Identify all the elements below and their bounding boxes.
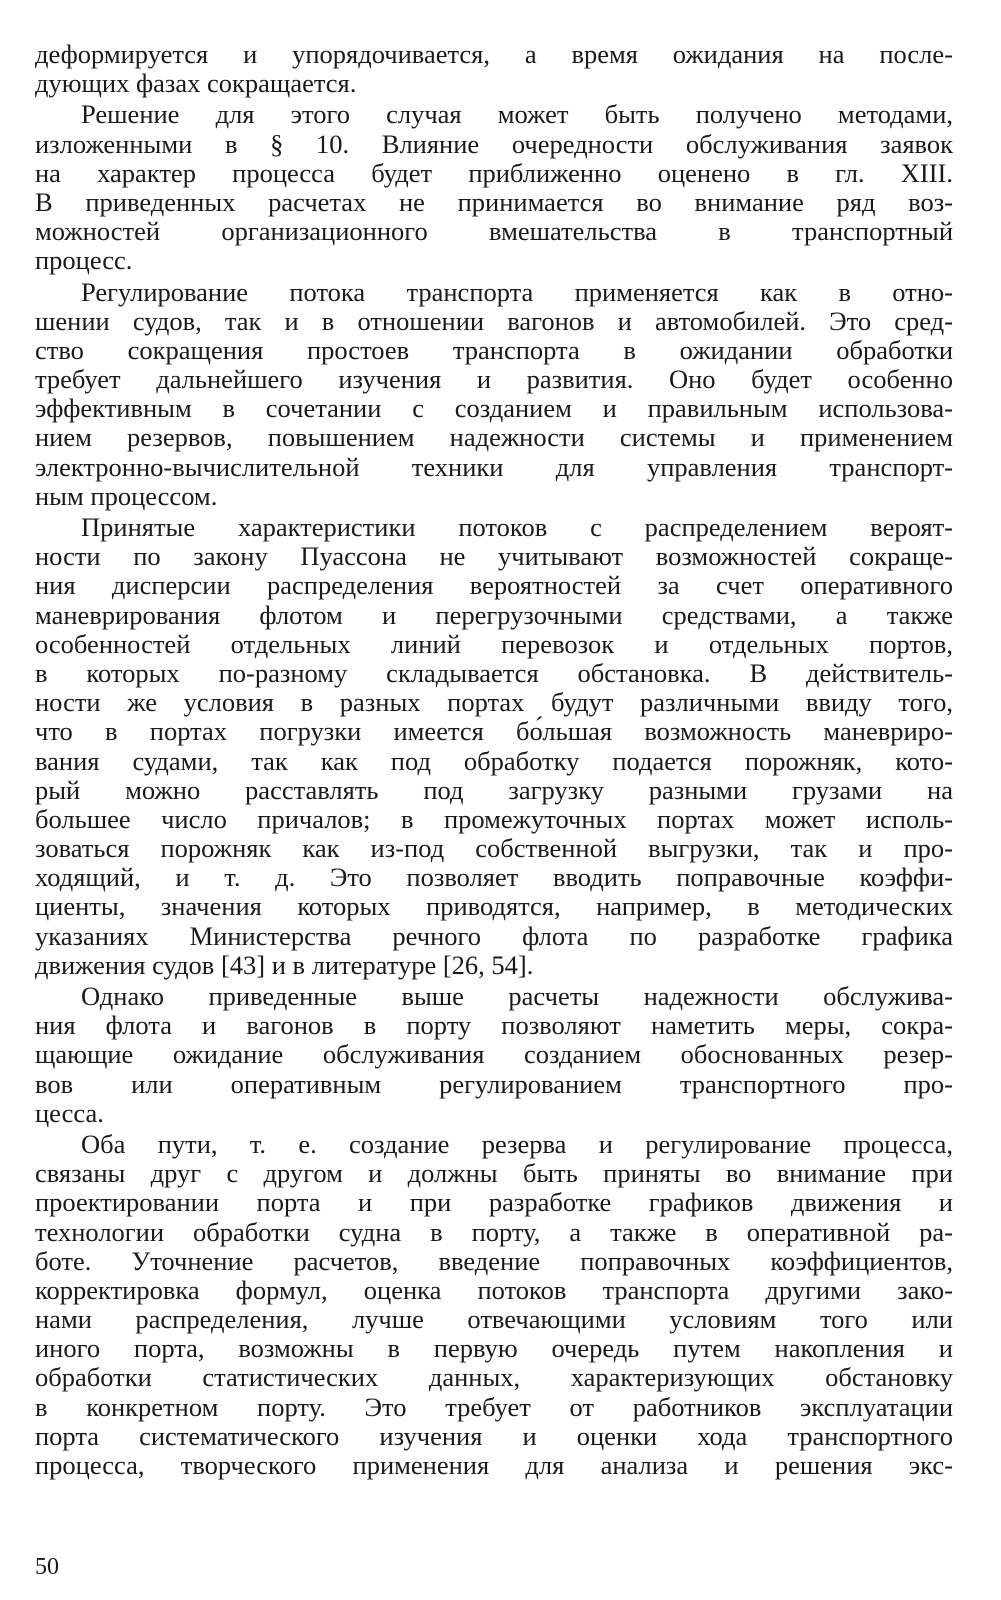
text-line: Регулирование потока транспорта применяется как в отно- (81, 276, 953, 307)
text-line: что в портах погрузки имеется бо́льшая возможность маневриро- (35, 716, 953, 747)
text-line: нами распределения, лучше отвечающими условиям того или (35, 1304, 953, 1335)
text-line: можностей организационного вмешательства в транспортный (35, 216, 953, 247)
page-body (35, 40, 953, 1482)
text-line: электронно-вычислительной техники для управления транспорт- (35, 451, 953, 482)
paragraph (35, 100, 953, 275)
text-line: ходящий, и т. д. Это позволяет вводить поправочные коэффи- (35, 862, 953, 893)
text-line: технологии обработки судна в порту, а также в оперативной ра- (35, 1216, 953, 1247)
text-line: Принятые характеристики потоков с распределением вероят- (81, 512, 953, 542)
text-line: связаны друг с другом и должны быть приняты во внимание при (35, 1158, 953, 1189)
text-line: рый можно расставлять под загрузку разными грузами на (35, 774, 953, 805)
paragraph (35, 513, 953, 980)
text-line: ство сокращения простоев транспорта в ожидании обработки (35, 334, 953, 365)
text-line: шении судов, так и в отношении вагонов и автомобилей. Это сред- (35, 305, 953, 336)
text-line: ности же условия в разных портах будут различными ввиду того, (35, 687, 953, 718)
text-line: в конкретном порту. Это требует от работников эксплуатации (35, 1391, 953, 1422)
text-line: дующих фазах сокращается. (35, 68, 357, 99)
text-line: боте. Уточнение расчетов, введение поправочных коэффициентов, (35, 1245, 953, 1276)
text-line: порта систематического изучения и оценки хода транспортного (35, 1420, 953, 1451)
text-line: ния дисперсии распределения вероятностей за счет оперативного (35, 570, 953, 601)
text-line: процесс. (35, 245, 133, 276)
text-line: эффективным в сочетании с созданием и правильным использова- (35, 393, 953, 424)
text-line: иного порта, возможны в первую очередь путем накопления и (35, 1333, 953, 1364)
text-line: вания судами, так как под обработку подается порожняк, кото- (35, 745, 953, 776)
text-line: циенты, значения которых приводятся, например, в методических (35, 891, 953, 922)
text-line: требует дальнейшего изучения и развития. Оно будет особенно (35, 364, 953, 395)
text-line: щающие ожидание обслуживания созданием обоснованных резер- (35, 1039, 953, 1070)
page-number: 50 (35, 1554, 59, 1580)
text-line: ным процессом. (35, 480, 218, 511)
text-line: ности по закону Пуассона не учитывают возможностей сокраще- (35, 541, 953, 572)
text-line: на характер процесса будет приближенно оценено в гл. XIII. (35, 157, 953, 188)
text-line: маневрирования флотом и перегрузочными средствами, а также (35, 599, 953, 630)
text-line: большее число причалов; в промежуточных портах может исполь- (35, 803, 953, 834)
text-line: цесса. (35, 1097, 104, 1128)
paragraph (35, 982, 953, 1128)
paragraph (35, 40, 953, 98)
text-line: изложенными в § 10. Влияние очередности обслуживания заявок (35, 128, 953, 159)
text-line: процесса, творческого применения для анализа и решения экс- (35, 1450, 953, 1480)
text-line: обработки статистических данных, характеризующих обстановку (35, 1362, 953, 1393)
paragraph (35, 278, 953, 512)
text-line: вов или оперативным регулированием транспортного про- (35, 1068, 953, 1099)
paragraph (35, 1130, 953, 1480)
text-line: деформируется и упорядочивается, а время ожидания на после- (35, 39, 953, 69)
text-line: Оба пути, т. е. создание резерва и регулирование процесса, (81, 1128, 953, 1159)
text-line: Однако приведенные выше расчеты надежности обслужива- (81, 981, 953, 1011)
text-line: ния флота и вагонов в порту позволяют наметить меры, сокра- (35, 1010, 953, 1041)
text-line: указаниях Министерства речного флота по разработке графика (35, 920, 953, 951)
text-line: нием резервов, повышением надежности системы и применением (35, 422, 953, 453)
text-line: корректировка формул, оценка потоков транспорта другими зако- (35, 1274, 953, 1305)
text-line: зоваться порожняк как из-под собственной выгрузки, так и про- (35, 833, 953, 864)
text-line: в которых по-разному складывается обстановка. В действитель- (35, 657, 953, 688)
text-line: особенностей отдельных линий перевозок и отдельных портов, (35, 628, 953, 659)
text-line: проектировании порта и при разработке графиков движения и (35, 1187, 953, 1218)
text-line: В приведенных расчетах не принимается во внимание ряд воз- (35, 186, 953, 217)
text-line: движения судов [43] и в литературе [26, 54]. (35, 949, 534, 980)
text-line: Решение для этого случая может быть получено методами, (81, 99, 953, 130)
